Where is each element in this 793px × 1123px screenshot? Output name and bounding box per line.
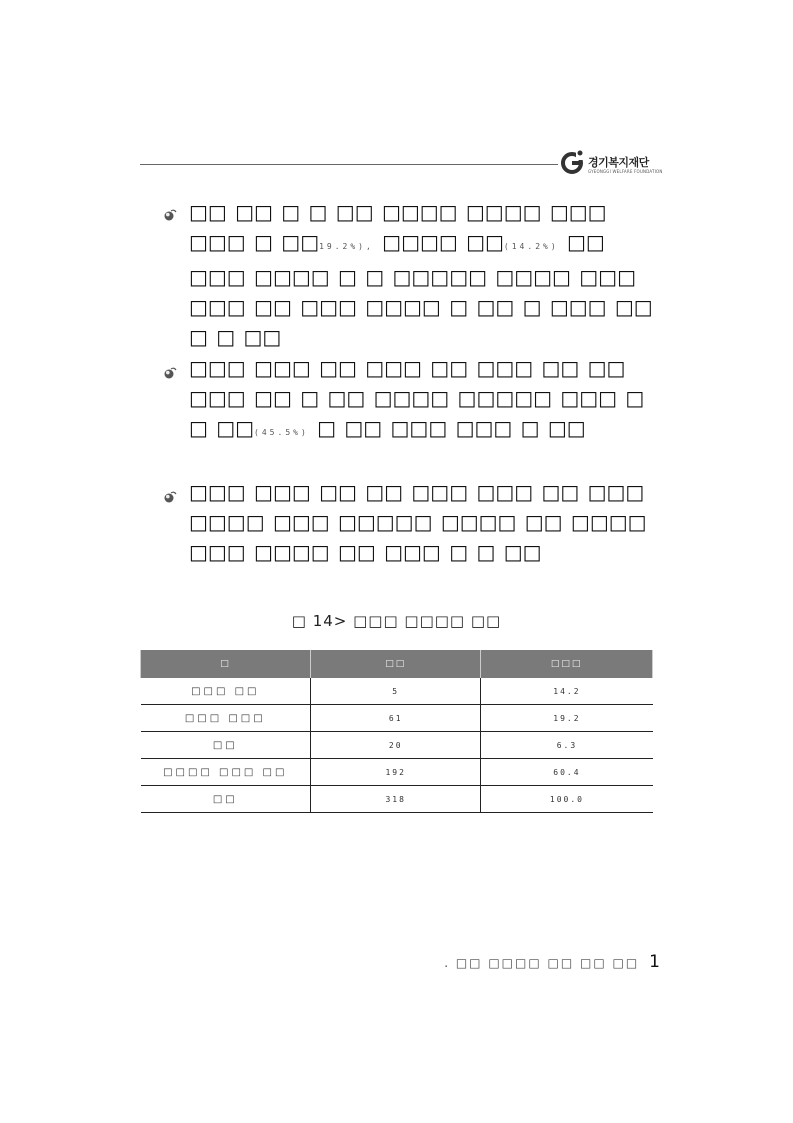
page-footer — [440, 952, 660, 972]
paragraph-1-text-c: □□ □□□ □□□□ □ □ □□□□□ □□□□ □□□ □□□ □□ □□□ □□□□ □ □□ □ □□□ □□ □ □ □□ — [189, 230, 653, 349]
page-number: 1 — [649, 952, 660, 972]
table-cell-percent: 19.2 — [481, 705, 653, 732]
foundation-logo-icon — [560, 148, 586, 176]
statistics-table — [140, 650, 653, 813]
paragraph-1-text-a: □□ □□ □ □ □□ □□□□ □□□□ □□□ □□□ □ □□ — [189, 200, 607, 254]
table-cell-count: 318 — [311, 786, 481, 813]
table-cell-category: □□□□ □□□ □□ — [141, 759, 311, 786]
table-row — [141, 759, 653, 786]
table-caption: □ 14> □□□ □□□□ □□ — [291, 612, 502, 630]
paragraph-2-text-b: □ □□ □□□ □□□ □ □□ — [317, 416, 586, 440]
paragraph-1-stat-2: (14.2%) — [503, 242, 559, 251]
table-cell-category: □□□ □□□ — [141, 705, 311, 732]
table-header-row — [141, 650, 653, 678]
table-cell-percent: 100.0 — [481, 786, 653, 813]
paragraph-2 — [189, 353, 659, 448]
footer-section-title: . □□ □□□□ □□ □□ □□ — [444, 956, 640, 970]
table-row — [141, 732, 653, 759]
table-cell-count: 20 — [311, 732, 481, 759]
paragraph-1-stat-1: 19.2%), — [319, 242, 374, 251]
table-cell-percent: 60.4 — [481, 759, 653, 786]
table-cell-category: □□□ □□ — [141, 678, 311, 705]
table-header-category: □ — [141, 650, 311, 678]
bullet-icon — [163, 366, 177, 380]
table-cell-count: 61 — [311, 705, 481, 732]
paragraph-1 — [189, 197, 659, 352]
paragraph-3-text-a: □□□ □□□ □□ □□ □□□ □□□ □□ □□□ □□□□ □□□ □□□□□ □□□□ □□ □□□□ □□□ □□□□ □□ □□□ □ □ □□ — [189, 480, 647, 564]
paragraph-2-text-a: □□□ □□□ □□ □□□ □□ □□□ □□ □□ □□□ □□ □ □□ □□□□ □□□□□ □□□ □ □ □□ — [189, 356, 645, 440]
table-cell-count: 5 — [311, 678, 481, 705]
table-header-percent: □□□ — [481, 650, 653, 678]
table-cell-category: □□ — [141, 786, 311, 813]
table-header-count: □□ — [311, 650, 481, 678]
table-cell-count: 192 — [311, 759, 481, 786]
table-row-total — [141, 786, 653, 813]
table-cell-category: □□ — [141, 732, 311, 759]
paragraph-3 — [189, 477, 659, 567]
table-row — [141, 678, 653, 705]
table-row — [141, 705, 653, 732]
paragraph-2-stat-1: (45.5%) — [254, 428, 309, 437]
bullet-icon — [163, 208, 177, 222]
header-rule — [140, 164, 558, 165]
bullet-icon — [163, 490, 177, 504]
table-cell-percent: 14.2 — [481, 678, 653, 705]
table-cell-percent: 6.3 — [481, 732, 653, 759]
foundation-logo — [560, 148, 663, 178]
org-name: 경기복지재단 — [588, 156, 649, 169]
paragraph-1-text-b: □□□□ □□ — [382, 230, 504, 254]
org-subtitle: GYEONGGI WELFARE FOUNDATION — [588, 169, 663, 174]
